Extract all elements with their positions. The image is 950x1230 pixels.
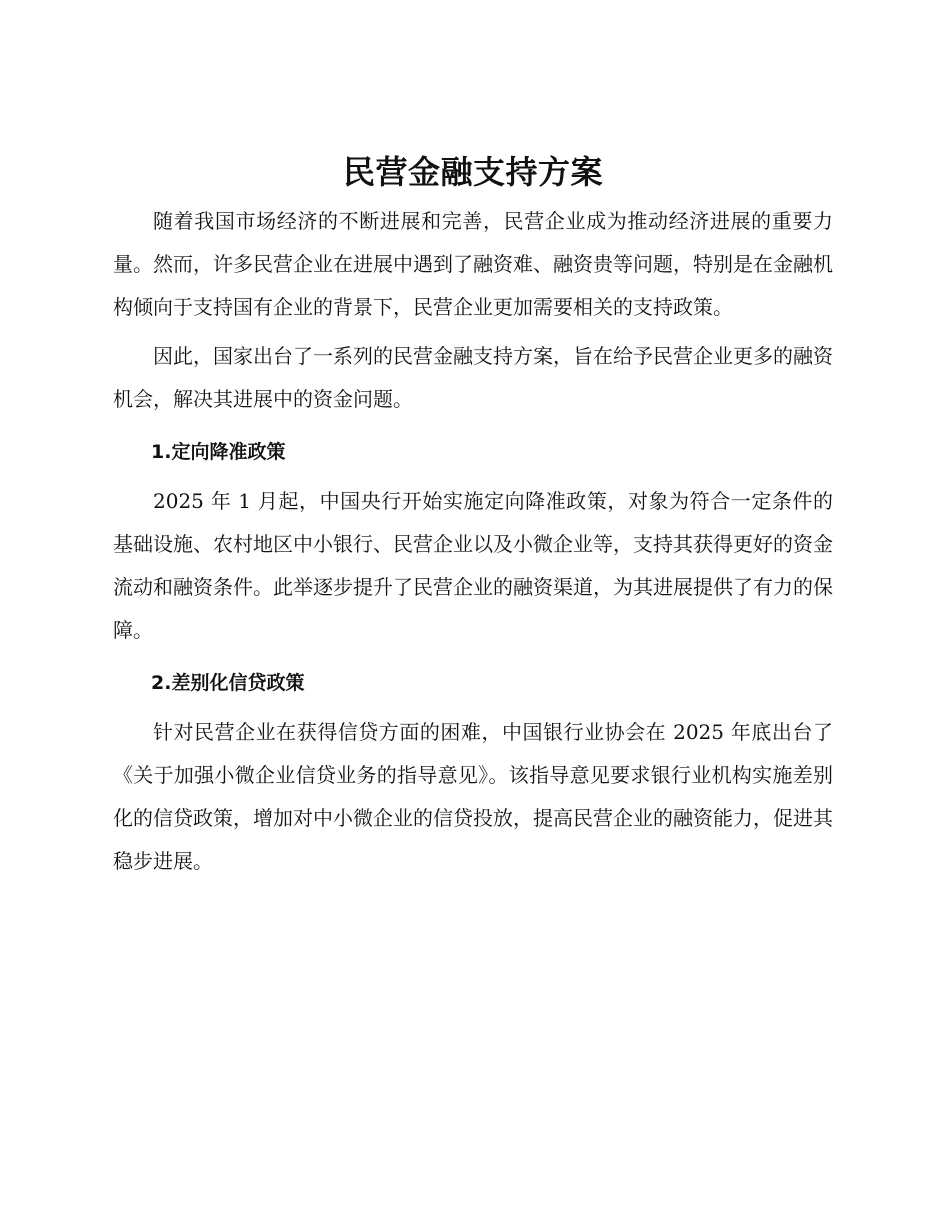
intro-paragraph-1: 随着我国市场经济的不断进展和完善，民营企业成为推动经济进展的重要力量。然而，许多民营企业在进展中遇到了融资难、融资贵等问题，特别是在金融机构倾向于支持国有企业的背景下，民营企业更加需要相关的支持政策。: [113, 209, 833, 319]
document-title: 民营金融支持方案: [342, 153, 603, 191]
intro-paragraph-2: 因此，国家出台了一系列的民营金融支持方案，旨在给予民营企业更多的融资机会，解决其进展中的资金问题。: [113, 344, 833, 411]
section-1-heading: 1.定向降准政策: [151, 441, 286, 463]
section-2: [113, 662, 833, 883]
document-page: [113, 148, 833, 883]
section-1-paragraph: 2025 年 1 月起，中国央行开始实施定向降准政策，对象为符合一定条件的基础设施、农村地区中小银行、民营企业以及小微企业等，支持其获得更好的资金流动和融资条件。此举逐步提升了民营企业的融资渠道，为其进展提供了有力的保障。: [113, 489, 833, 642]
section-2-paragraph: 针对民营企业在获得信贷方面的困难，中国银行业协会在 2025 年底出台了《关于加强小微企业信贷业务的指导意见》。该指导意见要求银行业机构实施差别化的信贷政策，增加对中小微企业的信贷投放，提高民营企业的融资能力，促进其稳步进展。: [113, 720, 833, 873]
section-1: [113, 431, 833, 652]
section-2-heading: 2.差别化信贷政策: [151, 672, 305, 694]
